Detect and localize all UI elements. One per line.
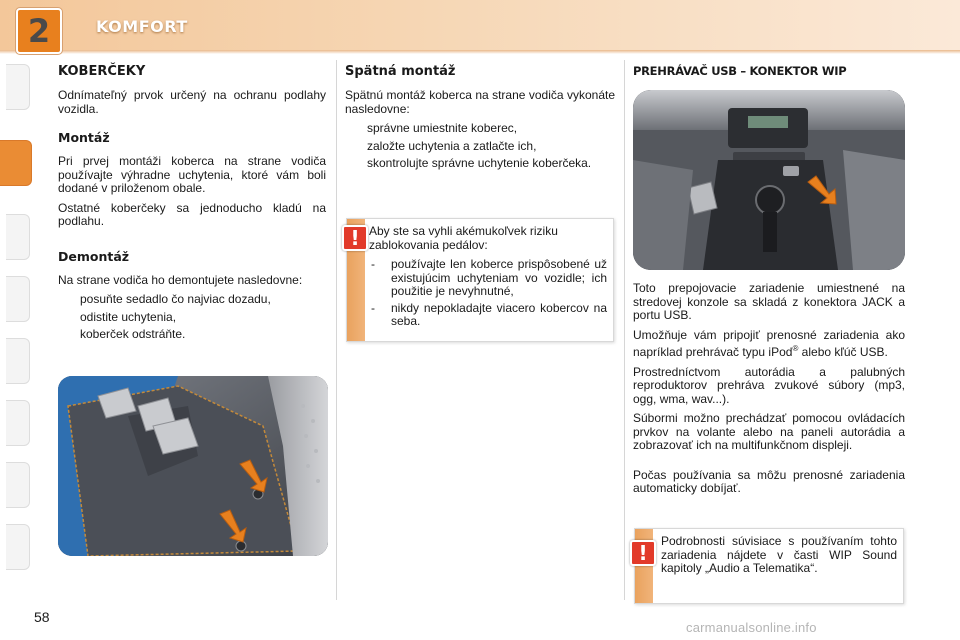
list-item: koberček odstráňte. xyxy=(80,327,186,341)
demontaz-steps xyxy=(58,293,326,342)
edge-tab-1[interactable] xyxy=(6,64,30,110)
column-carpets xyxy=(58,60,326,346)
edge-tab-7[interactable] xyxy=(6,462,30,508)
warning-list xyxy=(369,258,607,329)
intro-text: Odnímateľný prvok určený na ochranu podlahy vozidla. xyxy=(58,88,326,116)
list-item: posuňte sedadlo čo najviac dozadu, xyxy=(80,292,271,306)
edge-tab-2-active[interactable] xyxy=(0,140,32,186)
carpet-illustration xyxy=(58,376,328,556)
edge-tab-4[interactable] xyxy=(6,276,30,322)
list-item: založte uchytenia a zatlačte ich, xyxy=(367,138,537,153)
edge-tab-8[interactable] xyxy=(6,524,30,570)
page-number: 58 xyxy=(34,609,50,625)
usb-description xyxy=(633,282,905,502)
warning-intro: Aby ste sa vyhli akémukoľvek riziku zablokovania pedálov: xyxy=(369,224,558,252)
column-divider xyxy=(336,60,337,600)
list-item: odistite uchytenia, xyxy=(80,309,177,324)
chapter-title: KOMFORT xyxy=(96,17,188,36)
column-reinstall xyxy=(345,60,615,175)
console-photo xyxy=(633,90,905,270)
chapter-number-badge xyxy=(16,8,62,54)
reinstall-steps xyxy=(345,122,615,171)
console-illustration xyxy=(633,90,905,270)
watermark: carmanualsonline.info xyxy=(686,620,817,635)
edge-tab-6[interactable] xyxy=(6,400,30,446)
usb-text: Toto prepojovacie zariadenie umiestnené na stredovej konzole sa skladá z konektora JACK a portu USB. xyxy=(633,281,905,322)
edge-tab-3[interactable] xyxy=(6,214,30,260)
exclamation-warning-icon: ! xyxy=(342,225,368,251)
list-item: - nikdy nepokladajte viacero kobercov na seba. xyxy=(371,300,607,328)
montaz-text: Pri prvej montáži koberca na strane vodiča používajte výhradne uchytenia, ktoré vám boli dodané v priloženom obale. xyxy=(58,154,326,195)
subsection-title-demontaz: Demontáž xyxy=(58,248,130,264)
exclamation-warning-icon: ! xyxy=(630,540,656,566)
column-usb-player xyxy=(633,60,905,88)
header-shadow xyxy=(0,50,960,54)
warning-box xyxy=(346,218,614,342)
subsection-title-montaz: Montáž xyxy=(58,130,110,145)
list-item: - používajte len koberce prispôsobené už existujúcim uchyteniam vo vozidle; ich použitie je nevyhnutné, xyxy=(371,257,607,298)
edge-tab-5[interactable] xyxy=(6,338,30,384)
list-item: skontrolujte správne uchytenie koberčeka. xyxy=(367,156,592,170)
list-item: správne umiestnite koberec, xyxy=(367,121,518,135)
montaz-text: Ostatné koberčeky sa jednoducho kladú na podlahu. xyxy=(58,200,326,228)
column-divider xyxy=(624,60,625,600)
info-box xyxy=(634,528,904,604)
intro-text: Spätnú montáž koberca na strane vodiča vykonáte nasledovne: xyxy=(345,88,615,116)
carpet-photo xyxy=(58,376,328,556)
chapter-number: 2 xyxy=(27,12,51,50)
demontaz-intro: Na strane vodiča ho demontujete nasledovne: xyxy=(58,272,303,287)
warning-content xyxy=(369,225,607,332)
section-title: KOBERČEKY xyxy=(58,64,146,79)
usb-text: Umožňuje vám pripojiť prenosné zariadenia ako napríklad prehrávač typu iPod® alebo kľúč USB. xyxy=(633,327,905,359)
chapter-edge-tabs xyxy=(0,64,30,576)
info-text: Podrobnosti súvisiace s používaním tohto zariadenia nájdete v časti WIP Sound kapitoly „Audio a Telematika“. xyxy=(661,534,897,575)
section-title: PREHRÁVAČ USB – KONEKTOR WIP xyxy=(633,64,847,78)
usb-text: Počas používania sa môžu prenosné zariadenia automaticky dobíjať. xyxy=(633,467,905,495)
usb-text: Súbormi možno prechádzať pomocou ovládacích prvkov na volante alebo na paneli autorádia a zobrazovať ich na multifunkčnom displeji. xyxy=(633,411,905,452)
info-content xyxy=(661,535,897,582)
section-title: Spätná montáž xyxy=(345,64,456,79)
usb-text: Prostredníctvom autorádia a palubných reproduktorov prehráva zvukové súbory (mp3, ogg, wma, wav...). xyxy=(633,364,905,406)
